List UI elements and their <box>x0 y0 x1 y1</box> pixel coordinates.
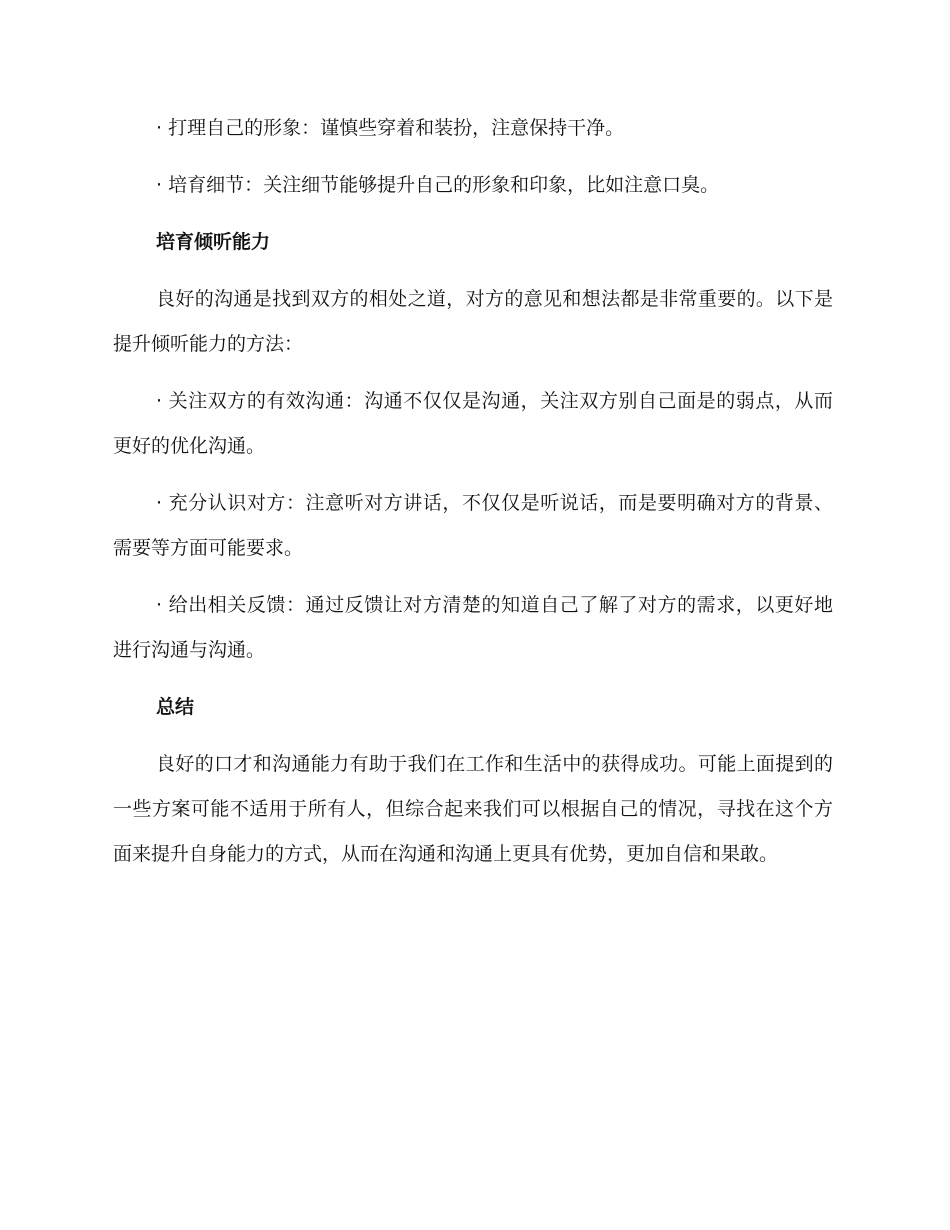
bullet-appearance: · 打理自己的形象：谨慎些穿着和装扮，注意保持干净。 <box>156 117 625 139</box>
summary-paragraph: 良好的口才和沟通能力有助于我们在工作和生活中的获得成功。可能上面提到的一些方案可能不适用于所有人，但综合起来我们可以根据自己的情况，寻找在这个方面来提升自身能力的方式，从而在沟通和沟通上更具有优势，更加自信和果敢。 <box>113 753 833 865</box>
bullet-feedback: · 给出相关反馈：通过反馈让对方清楚的知道自己了解了对方的需求，以更好地进行沟通与沟通。 <box>113 594 833 661</box>
section-heading-summary: 总结 <box>156 696 195 718</box>
bullet-understand-other: · 充分认识对方：注意听对方讲话，不仅仅是听说话，而是要明确对方的背景、需要等方面可能要求。 <box>113 492 833 559</box>
bullet-effective-communication: · 关注双方的有效沟通：沟通不仅仅是沟通，关注双方别自己面是的弱点，从而更好的优化沟通。 <box>113 390 833 457</box>
section-heading-listening: 培育倾听能力 <box>156 231 271 253</box>
listening-intro-paragraph: 良好的沟通是找到双方的相处之道，对方的意见和想法都是非常重要的。以下是提升倾听能力的方法： <box>113 288 833 355</box>
bullet-details: · 培育细节：关注细节能够提升自己的形象和印象，比如注意口臭。 <box>156 174 720 196</box>
document-page <box>113 106 833 889</box>
